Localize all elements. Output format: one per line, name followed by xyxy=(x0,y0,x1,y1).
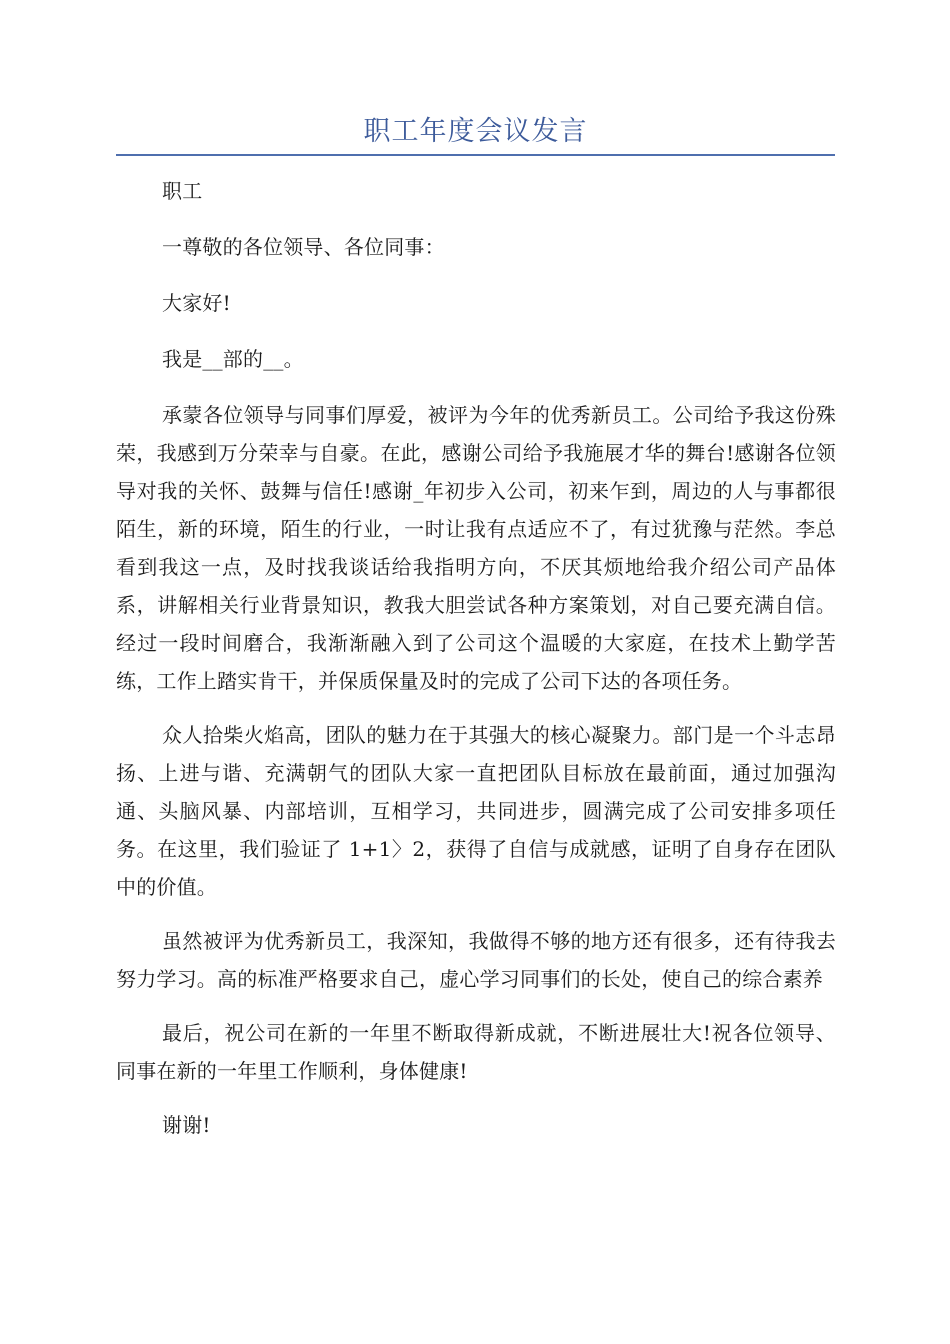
paragraph-self-intro: 我是__部的__。 xyxy=(162,347,304,371)
paragraph-thanks: 承蒙各位领导与同事们厚爱，被评为今年的优秀新员工。公司给予我这份殊荣，我感到万分荣幸与自豪。在此，感谢公司给予我施展才华的舞台!感谢各位领导对我的关怀、鼓舞与信任!感谢_年初步入公司，初来乍到，周边的人与事都很陌生，新的环境，陌生的行业，一时让我有点适应不了，有过犹豫与茫然。李总看到我这一点，及时找我谈话给我指明方向，不厌其烦地给我介绍公司产品体系，讲解相关行业背景知识，教我大胆尝试各种方案策划，对自己要充满自信。经过一段时间磨合，我渐渐融入到了公司这个温暖的大家庭，在技术上勤学苦练，工作上踏实肯干，并保质保量及时的完成了公司下达的各项任务。 xyxy=(116,403,836,693)
paragraph-salutation-heading: 职工 xyxy=(162,179,203,203)
paragraph-greeting-address: 一尊敬的各位领导、各位同事： xyxy=(162,235,445,259)
paragraph-wishes: 最后，祝公司在新的一年里不断取得新成就，不断进展壮大!祝各位领导、同事在新的一年里工作顺利，身体健康! xyxy=(116,1021,836,1083)
paragraph-hello: 大家好! xyxy=(162,291,231,315)
paragraph-teamwork: 众人拾柴火焰高，团队的魅力在于其强大的核心凝聚力。部门是一个斗志昂扬、上进与谐、充满朝气的团队大家一直把团队目标放在最前面，通过加强沟通、头脑风暴、内部培训，互相学习，共同进步，圆满完成了公司安排多项任务。在这里，我们验证了 1+1〉2，获得了自信与成就感，证明了自身存在团队中的价值。 xyxy=(116,723,836,899)
title-underline xyxy=(116,154,835,156)
document-body xyxy=(116,172,836,1162)
paragraph-closing: 谢谢! xyxy=(162,1113,211,1137)
document-title: 职工年度会议发言 xyxy=(363,116,588,147)
paragraph-self-improvement: 虽然被评为优秀新员工，我深知，我做得不够的地方还有很多，还有待我去努力学习。高的标准严格要求自己，虚心学习同事们的长处，使自己的综合素养 xyxy=(116,929,836,991)
